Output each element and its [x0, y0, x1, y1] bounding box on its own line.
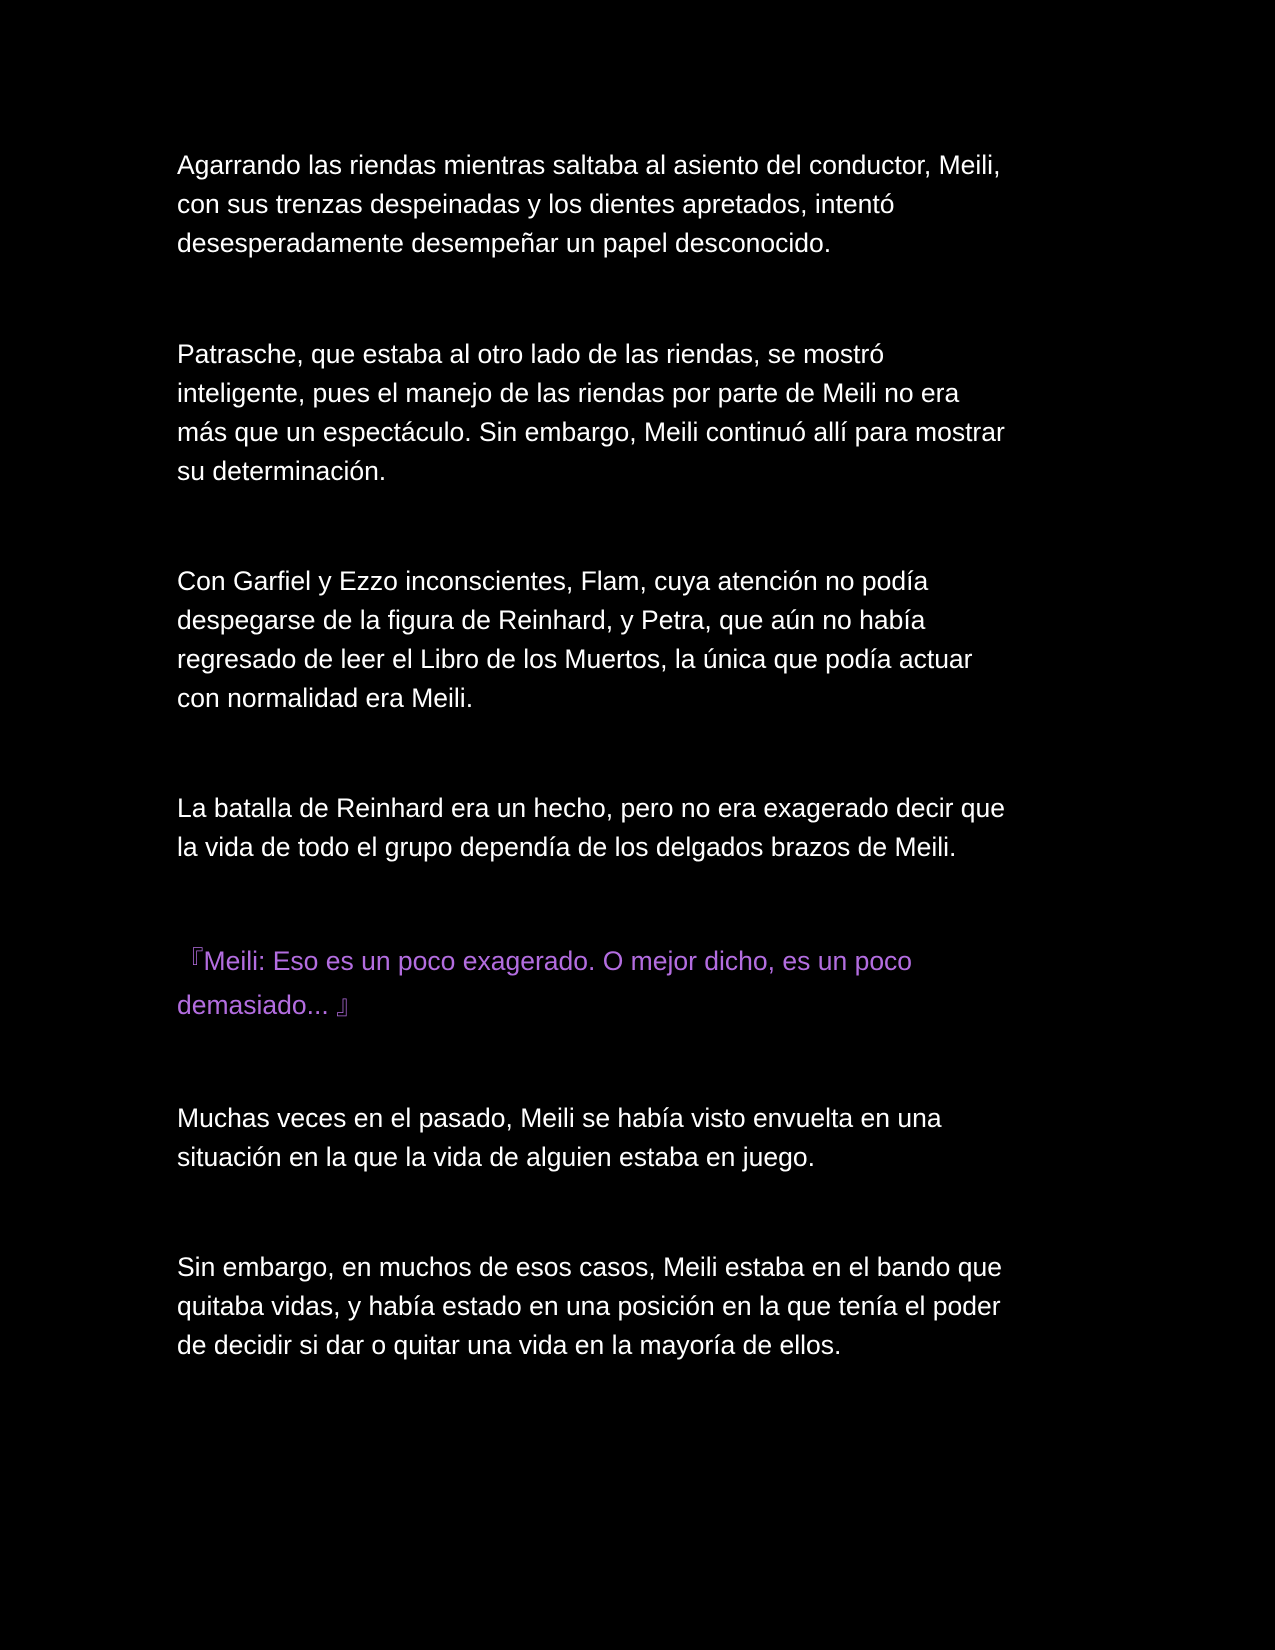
text-line: con sus trenzas despeinadas y los dientes apretados, intentó: [177, 189, 895, 219]
text-line: la vida de todo el grupo dependía de los delgados brazos de Meili.: [177, 832, 957, 862]
text-line: más que un espectáculo. Sin embargo, Meili continuó allí para mostrar: [177, 417, 1005, 447]
text-line: regresado de leer el Libro de los Muertos, la única que podía actuar: [177, 644, 973, 674]
text-line: Patrasche, que estaba al otro lado de las riendas, se mostró: [177, 339, 885, 369]
text-line: despegarse de la figura de Reinhard, y Petra, que aún no había: [177, 605, 926, 635]
text-line: su determinación.: [177, 456, 387, 486]
text-line: La batalla de Reinhard era un hecho, pero no era exagerado decir que: [177, 793, 1005, 823]
text-line: Agarrando las riendas mientras saltaba al asiento del conductor, Meili,: [177, 150, 1001, 180]
text-line: con normalidad era Meili.: [177, 683, 474, 713]
text-line: inteligente, pues el manejo de las riendas por parte de Meili no era: [177, 378, 960, 408]
paragraph-6: [177, 1099, 1112, 1177]
paragraph-7: [177, 1248, 1112, 1365]
text-line: situación en la que la vida de alguien estaba en juego.: [177, 1142, 815, 1172]
paragraph-2: [177, 335, 1112, 491]
text-line: Con Garfiel y Ezzo inconscientes, Flam, cuya atención no podía: [177, 566, 929, 596]
text-line: Muchas veces en el pasado, Meili se había visto envuelta en una: [177, 1103, 942, 1133]
paragraph-4: [177, 789, 1112, 867]
text-line: quitaba vidas, y había estado en una posición en la que tenía el poder: [177, 1291, 1001, 1321]
dialogue-line: 『Meili: Eso es un poco exagerado. O mejor dicho, es un poco: [177, 946, 913, 976]
text-line: desesperadamente desempeñar un papel desconocido.: [177, 228, 832, 258]
text-line: de decidir si dar o quitar una vida en la mayoría de ellos.: [177, 1330, 842, 1360]
paragraph-3: [177, 562, 1112, 718]
text-line: Sin embargo, en muchos de esos casos, Meili estaba en el bando que: [177, 1252, 1002, 1282]
dialogue-paragraph: [177, 939, 1112, 1027]
paragraph-1: [177, 146, 1112, 263]
dialogue-line: demasiado... 』: [177, 990, 363, 1020]
